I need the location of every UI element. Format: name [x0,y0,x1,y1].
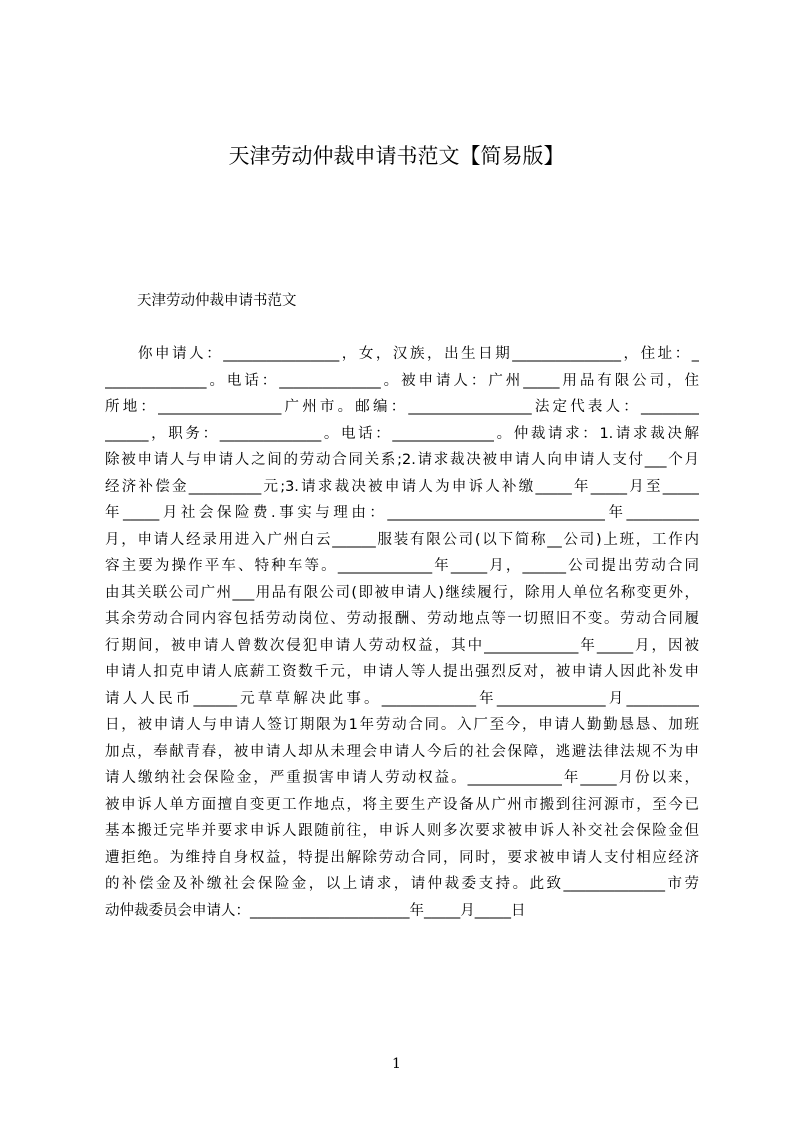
body-line: 动仲裁委员会申请人：______________________年_____月_____日 [105,902,526,919]
body-line: 除被申请人与申请人之间的劳动合同关系;2.请求裁决被申请人向申请人支付___个月 [105,452,699,468]
document-title: 天津劳动仲裁申请书范文【简易版】 [228,144,565,168]
body-line: ______________。电话：______________。被申请人：广州_____用品有限公司，住 [105,372,699,389]
body-line: 请人人民币______元草草解决此事。_____________年_______________月__________ [105,690,699,707]
body-text [105,341,699,924]
body-line: 基本搬迁完毕并要求申诉人跟随前往，申诉人则多次要求被申诉人补交社会保险金但 [105,823,699,839]
body-line: 行期间，被申请人曾数次侵犯申请人劳动权益，其中_____________年_____月，因被 [105,637,699,654]
body-line: 所地：_________________广州市。邮编：_________________法定代表人：________ [105,399,699,415]
body-line: ______，职务：______________。电话：______________。仲裁请求：1.请求裁决解 [105,425,699,442]
page-number: 1 [392,1056,401,1072]
body-line: 经济补偿金__________元;3.请求裁决被申请人为申诉人补缴_____年_____月至_____ [105,478,699,495]
body-line: 日，被申请人与申请人签订期限为1年劳动合同。入厂至今，申请人勤勤恳恳、加班 [105,717,699,733]
body-line: 由其关联公司广州___用品有限公司(即被申请人)继续履行，除用人单位名称变更外， [105,584,699,601]
body-line: 其余劳动合同内容包括劳动岗位、劳动报酬、劳动地点等一切照旧不变。劳动合同履 [105,611,699,627]
body-line: 容主要为操作平车、特种车等。_____________年_____月，______公司提出劳动合同 [105,558,699,574]
body-line: 被申诉人单方面擅自变更工作地点，将主要生产设备从广州市搬到往河源市，至今已 [105,796,699,813]
body-line: 你申请人：________________，女，汉族，出生日期_______________，住址：_ [138,346,699,362]
body-line: 申请人扣克申请人底薪工资数千元，申请人等人提出强烈反对，被申请人因此补发申 [105,664,699,680]
body-line: 请人缴纳社会保险金，严重损害申请人劳动权益。_____________年_____月份以来， [105,770,699,786]
body-line: 的补偿金及补缴社会保险金，以上请求，请仲裁委支持。此致______________市劳 [105,876,699,892]
body-line: 年_____月社会保险费.事实与理由：______________________________年__________ [105,505,699,521]
body-line: 加点，奉献青春，被申请人却从未理会申请人今后的社会保障，逃避法律法规不为申 [105,743,699,760]
document-subtitle: 天津劳动仲裁申请书范文 [137,293,297,309]
body-line: 遭拒绝。为维持自身权益，特提出解除劳动合同，同时，要求被申请人支付相应经济 [105,849,699,866]
body-line: 月，申请人经录用进入广州白云______服装有限公司(以下简称__公司)上班，工作内 [105,531,699,548]
